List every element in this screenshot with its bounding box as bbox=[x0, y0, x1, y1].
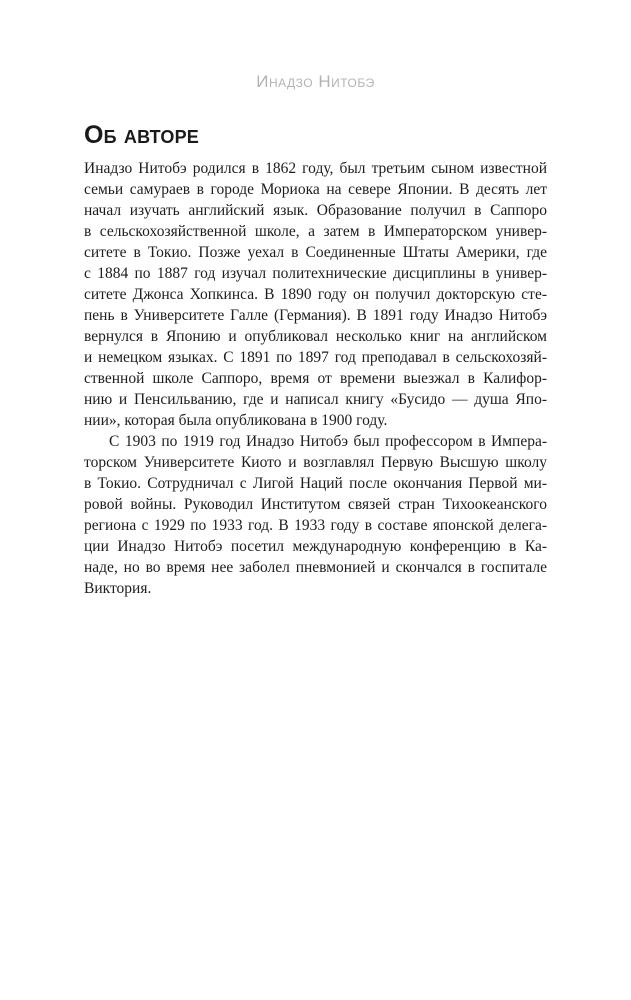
text-line: в Токио. Сотрудничал с Лигой Наций после окончания Первой ми- bbox=[84, 475, 547, 492]
text-line: С 1903 по 1919 год Инадзо Нитобэ был профессором в Импера- bbox=[109, 433, 547, 450]
text-line: Инадзо Нитобэ родился в 1862 году, был третьим сыном известной bbox=[84, 160, 547, 177]
text-line: вернулся в Японию и опубликовал несколько книг на английском bbox=[84, 328, 547, 345]
paragraph-2 bbox=[84, 431, 547, 599]
text-line: семьи самураев в городе Мориока на севере Японии. В десять лет bbox=[84, 181, 547, 198]
section-heading: Об авторе bbox=[84, 120, 200, 149]
text-line: региона с 1929 по 1933 год. В 1933 году в составе японской делега- bbox=[84, 517, 547, 534]
text-line: Виктория. bbox=[84, 580, 152, 597]
text-line: нии», которая была опубликована в 1900 году. bbox=[84, 412, 388, 429]
text-line: торском Университете Киото и возглавлял Первую Высшую школу bbox=[84, 454, 547, 471]
text-line: ситете Джонса Хопкинса. В 1890 году он получил докторскую сте- bbox=[84, 286, 547, 303]
text-line: ции Инадзо Нитобэ посетил международную конференцию в Ка- bbox=[84, 538, 547, 555]
text-line: нию и Пенсильванию, где и написал книгу «Бусидо — душа Япо- bbox=[84, 391, 547, 408]
text-line: с 1884 по 1887 год изучал политехнические дисциплины в универ- bbox=[84, 265, 547, 282]
text-line: ситете в Токио. Позже уехал в Соединенные Штаты Америки, где bbox=[84, 244, 547, 261]
paragraph-1 bbox=[84, 158, 547, 431]
text-line: ственной школе Саппоро, время от времени выезжал в Калифор- bbox=[84, 370, 547, 387]
article-body bbox=[84, 158, 547, 599]
text-line: пень в Университете Галле (Германия). В 1891 году Инадзо Нитобэ bbox=[84, 307, 547, 324]
text-line: и немецком языках. С 1891 по 1897 год преподавал в сельскохозяй- bbox=[84, 349, 547, 366]
text-line: ровой войны. Руководил Институтом связей стран Тихоокеанского bbox=[84, 496, 547, 513]
running-header: Инадзо Нитобэ bbox=[256, 72, 375, 91]
text-line: в сельскохозяйственной школе, а затем в Императорском универ- bbox=[84, 223, 547, 240]
text-line: наде, но во время нее заболел пневмонией и скончался в госпитале bbox=[84, 559, 547, 576]
text-line: начал изучать английский язык. Образование получил в Саппоро bbox=[84, 202, 547, 219]
